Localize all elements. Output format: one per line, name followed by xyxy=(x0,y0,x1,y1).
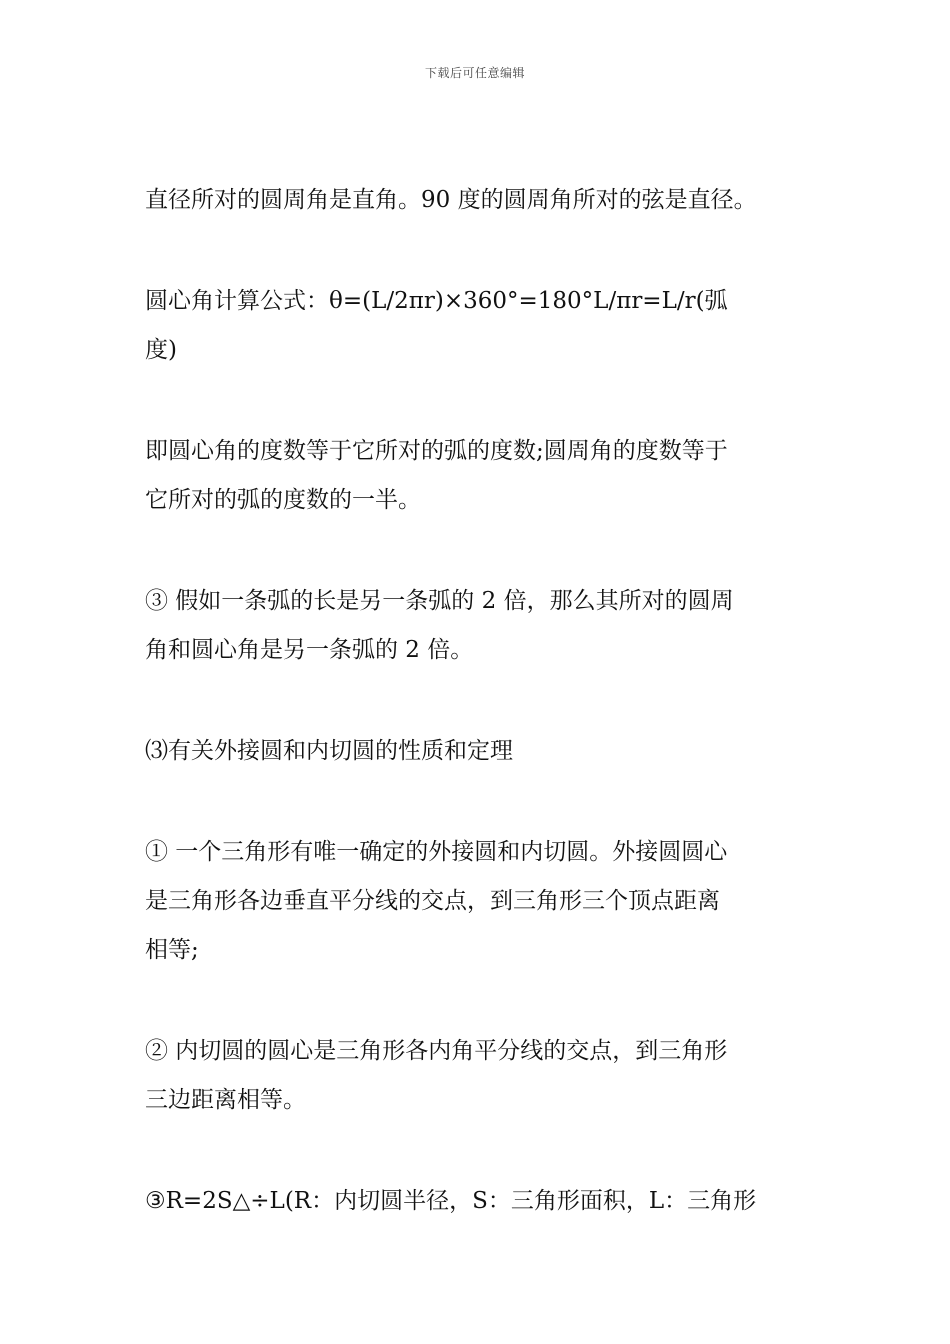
text-line: 它所对的弧的度数的一半。 xyxy=(145,487,421,513)
text-line: ⑶有关外接圆和内切圆的性质和定理 xyxy=(145,738,513,764)
text-line: ③R=2S△÷L(R：内切圆半径，S：三角形面积，L：三角形 xyxy=(145,1188,757,1214)
text-line: ① 一个三角形有唯一确定的外接圆和内切圆。外接圆圆心 xyxy=(145,839,728,865)
text-line: ③ 假如一条弧的长是另一条弧的 2 倍，那么其所对的圆周 xyxy=(145,588,734,614)
paragraph-incircle xyxy=(145,1027,810,1125)
section-heading-circumcircle-incircle xyxy=(145,727,810,776)
paragraph-inscribed-angle xyxy=(145,176,810,225)
paragraph-arc-double xyxy=(145,577,810,675)
text-line: 相等; xyxy=(145,937,199,963)
text-line: ② 内切圆的圆心是三角形各内角平分线的交点，到三角形 xyxy=(145,1038,728,1064)
paragraph-angle-degrees xyxy=(145,427,810,525)
document-body xyxy=(145,176,810,1226)
text-line: 度) xyxy=(145,337,177,363)
page-header: 下载后可任意编辑 xyxy=(424,66,525,80)
text-line: 圆心角计算公式：θ=(L/2πr)×360°=180°L/πr=L/r(弧 xyxy=(145,288,728,314)
text-line: 直径所对的圆周角是直角。90 度的圆周角所对的弦是直径。 xyxy=(145,187,757,213)
text-line: 角和圆心角是另一条弧的 2 倍。 xyxy=(145,637,474,663)
paragraph-incircle-radius-formula xyxy=(145,1177,810,1226)
text-line: 是三角形各边垂直平分线的交点，到三角形三个顶点距离 xyxy=(145,888,720,914)
paragraph-central-angle-formula xyxy=(145,277,810,375)
text-line: 三边距离相等。 xyxy=(145,1087,306,1113)
paragraph-circumcircle xyxy=(145,828,810,975)
text-line: 即圆心角的度数等于它所对的弧的度数;圆周角的度数等于 xyxy=(145,438,728,464)
